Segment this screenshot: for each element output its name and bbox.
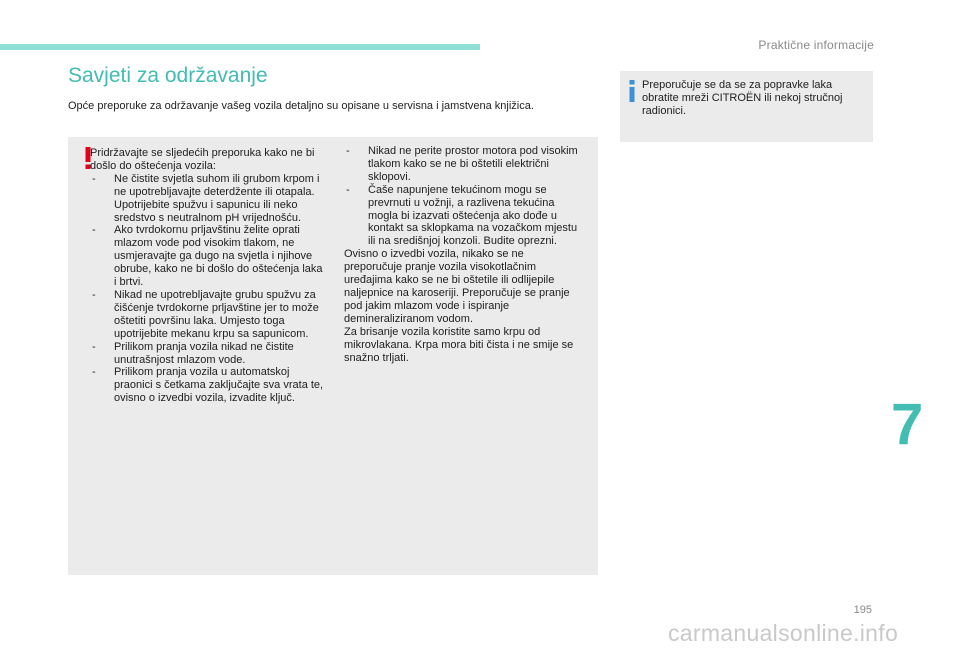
warning-lead: Pridržavajte se sljedećih preporuka kako ne bi došlo do oštećenja vozila:	[90, 147, 315, 172]
list-item: - Prilikom pranja vozila nikad ne čistite unutrašnjost mlazom vode.	[90, 341, 326, 367]
warning-box	[68, 137, 598, 575]
list-item: - Prilikom pranja vozila u automatskoj praonici s četkama zaključajte sva vrata te, ovisno o izvedbi vozila, izvadite ključ.	[90, 366, 326, 405]
info-box	[620, 71, 873, 142]
warning-list-right	[344, 145, 584, 248]
warning-list-left	[90, 173, 326, 405]
list-item: - Čaše napunjene tekućinom mogu se prevrnuti u vožnji, a razlivena tekućina mogla bi izazvati oštećenja ako dođe u kontakt sa sklopkama na vozačkom mjestu ili na središnjoj konzoli. Budite oprezni.	[344, 184, 584, 249]
watermark: carmanualsonline.info	[668, 620, 899, 646]
list-item: - Nikad ne perite prostor motora pod visokim tlakom kako se ne bi oštetili električni sklopovi.	[344, 145, 584, 184]
warning-paragraph: Za brisanje vozila koristite samo krpu od mikrovlakana. Krpa mora biti čista i ne smije se snažno trljati.	[344, 325, 574, 364]
page-title: Savjeti za održavanje	[68, 64, 268, 87]
list-item: - Ako tvrdokornu prljavštinu želite oprati mlazom vode pod visokim tlakom, ne usmjeravajte ga dugo na svjetla i njihove obrube, kako ne bi došlo do oštećenja laka i brtvi.	[90, 224, 326, 289]
warning-paragraph: Ovisno o izvedbi vozila, nikako se ne preporučuje pranje vozila visokotlačnim uređajima kako se ne bi oštetile ili odlijepile naljepnice na karoseriji. Preporučuje se pranje pod jakim mlazom vode i ispiranje demineraliziranom vodom.	[344, 248, 570, 325]
header-accent-bar	[0, 44, 480, 50]
warning-left-column	[90, 147, 326, 405]
info-icon	[629, 80, 635, 102]
page-number: 195	[853, 604, 872, 616]
warning-right-column	[344, 145, 584, 364]
chapter-number: 7	[891, 392, 924, 457]
list-item: - Ne čistite svjetla suhom ili grubom krpom i ne upotrebljavajte deterdžente ili otapala. Upotrijebite spužvu i sapunicu ili neko sredstvo s neutralnom pH vrijednošću.	[90, 173, 326, 225]
intro-text: Opće preporuke za održavanje vašeg vozila detaljno su opisane u servisna i jamstvena knjižica.	[68, 100, 534, 112]
section-name: Praktične informacije	[758, 38, 874, 52]
info-text: Preporučuje se da se za popravke laka obratite mreži CITROËN ili nekoj stručnoj radionici.	[642, 79, 843, 117]
list-item: - Nikad ne upotrebljavajte grubu spužvu za čišćenje tvrdokorne prljavštine jer to može oštetiti površinu laka. Umjesto toga upotrijebite mekanu krpu sa sapunicom.	[90, 289, 326, 341]
